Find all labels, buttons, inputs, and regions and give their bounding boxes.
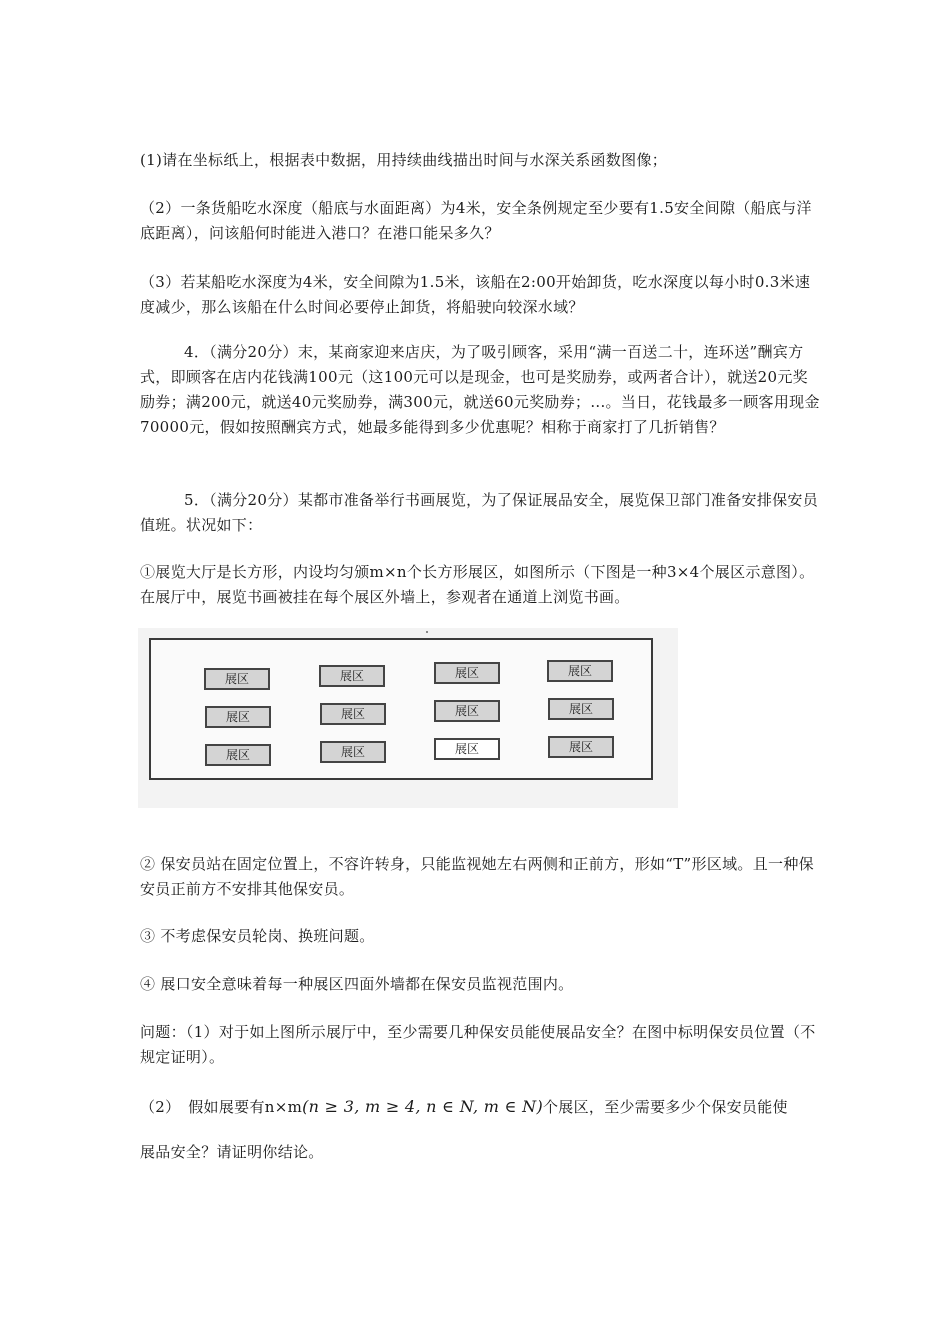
exhibit-zone: 展区 [320, 741, 386, 763]
exhibit-zone: 展区 [434, 662, 500, 684]
exhibit-zone: 展区 [434, 738, 500, 760]
problem-part-2-text: （2） 假如展要有n×m [140, 1098, 303, 1116]
exhibit-zone: 展区 [547, 660, 613, 682]
question-3-part-3: （3）若某船吃水深度为4米，安全间隙为1.5米，该船在2:00开始卸货，吃水深度以每小时0.3米速度减少，那么该船在什么时间必要停止卸货，将船驶向较深水域？ [140, 273, 811, 316]
question-3-part-1: (1)请在坐标纸上，根据表中数据，用持续曲线描出时间与水深关系函数图像； [140, 151, 668, 169]
question-3-part-2: （2）一条货船吃水深度（船底与水面距离）为4米，安全条例规定至少要有1.5安全间隙（船底与洋底距离），问该船何时能进入港口？在港口能呆多久？ [140, 199, 812, 242]
exhibit-zone: 展区 [320, 703, 386, 725]
problem-part-1: 问题：（1）对于如上图所示展厅中，至少需要几种保安员能使展品安全？在图中标明保安员位置（不规定证明）。 [140, 1023, 816, 1066]
exhibit-zone: 展区 [434, 700, 500, 722]
exhibit-zone: 展区 [205, 744, 271, 766]
question-4: 4．（满分20分）末，某商家迎来店庆，为了吸引顾客，采用“满一百送二十，连环送”酬宾方式，即顾客在店内花钱满100元（这100元可以是现金，也可是奖励券，或两者合计），就送20元奖励券；满200元，就送40元奖励券，满300元，就送60元奖励券；...。当日，花钱最多一顾客用现金70000元，假如按照酬宾方式，她最多能得到多少优惠呢？相称于商家打了几折销售？ [140, 343, 820, 436]
exhibit-zone: 展区 [319, 665, 385, 687]
exhibit-zone: 展区 [548, 698, 614, 720]
problem-part-2 [140, 1094, 820, 1120]
condition-1: ①展览大厅是长方形，内设均匀颁m×n个长方形展区，如图所示（下图是一种3×4个展区示意图）。在展厅中，展览书画被挂在每个展区外墙上，参观者在通道上浏览书画。 [140, 563, 815, 606]
exhibit-zone: 展区 [204, 668, 270, 690]
condition-3: ③ 不考虑保安员轮岗、换班问题。 [140, 927, 375, 945]
question-5-intro: 5．（满分20分）某都市准备举行书画展览，为了保证展品安全，展览保卫部门准备安排保安员值班。状况如下： [140, 491, 819, 534]
condition-4: ④ 展口安全意味着每一种展区四面外墙都在保安员监视范围内。 [140, 975, 574, 993]
exhibition-hall-figure [138, 628, 678, 808]
problem-part-2-end: 展品安全？请证明你结论。 [140, 1143, 324, 1161]
exhibit-zone: 展区 [548, 736, 614, 758]
problem-part-2-condition: (n ≥ 3, m ≥ 4, n ∈ N, m ∈ N) [302, 1097, 543, 1116]
exhibit-zone: 展区 [205, 706, 271, 728]
condition-2: ② 保安员站在固定位置上，不容许转身，只能监视她左右两侧和正前方，形如“T”形区域。且一种保安员正前方不安排其他保安员。 [140, 855, 814, 898]
problem-part-2-text-cont: 个展区，至少需要多少个保安员能使 [543, 1098, 788, 1116]
exhibition-hall-outline [149, 638, 653, 780]
